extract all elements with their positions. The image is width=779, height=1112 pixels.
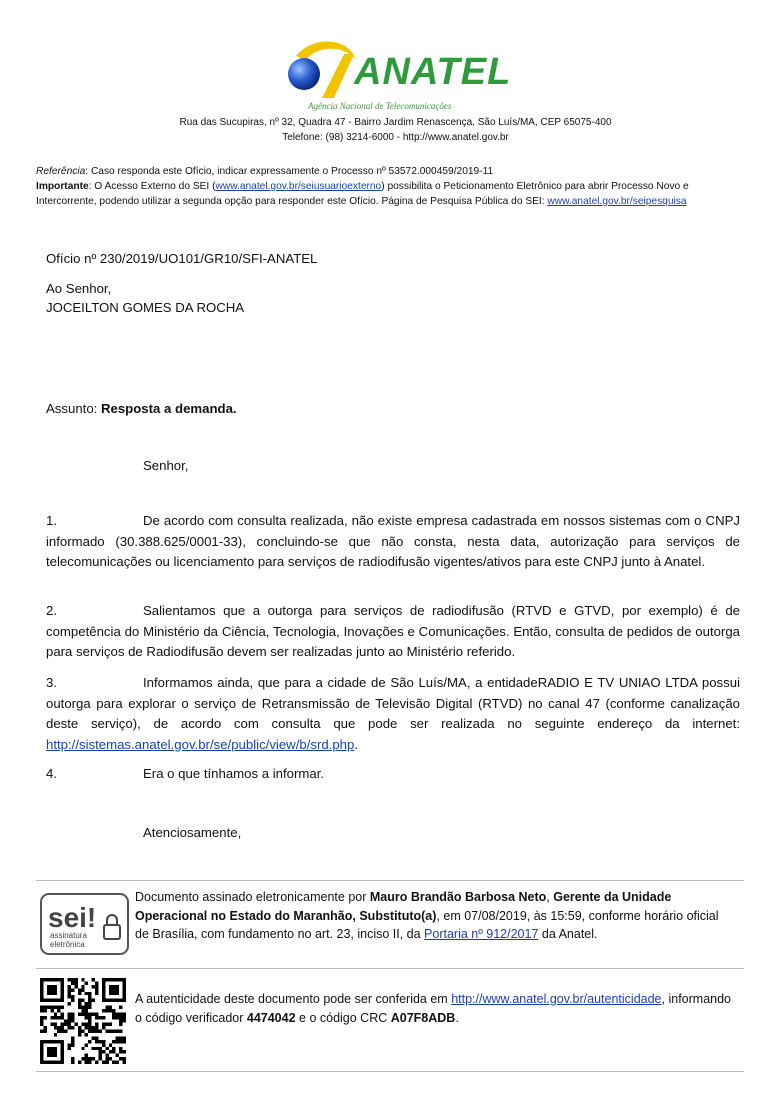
oficio-number: Ofício nº 230/2019/UO101/GR10/SFI-ANATEL — [46, 251, 318, 266]
reference-block — [36, 164, 748, 209]
important-note — [36, 179, 748, 209]
brand-wordmark: ANATEL — [354, 51, 512, 93]
signature-statement — [135, 888, 735, 944]
reference-text: : Caso responda este Ofício, indicar expressamente o Processo nº 53572.000459/2019-11 — [85, 166, 494, 177]
sei-badge-sub2: eletrônica — [50, 940, 85, 949]
paragraph-3 — [46, 673, 740, 755]
paragraph-number: 4. — [46, 766, 57, 781]
reference-line — [36, 164, 748, 179]
paragraph-text: Informamos ainda, que para a cidade de São Luís/MA, a entidadeRADIO E TV UNIAO LTDA possui outorga para explorar o serviço de Retransmissão de Televisão Digital (RTVD) no canal 47 (conforme canalização deste serviço), de acordo com consulta que pode ser realizada no seguinte endereço da internet: — [46, 675, 740, 731]
paragraph-text: Salientamos que a outorga para serviços de radiodifusão (RTVD e GTVD, por exemplo) é de competência do Ministério da Ciência, Tecnologia, Inovações e Comunicações. Então, consulta de pedidos de outorga para serviços de Radiodifusão devem ser realizadas junto ao Ministério referido. — [46, 603, 740, 659]
subject-text: Resposta a demanda. — [100, 401, 237, 416]
salutation-to: Ao Senhor, — [46, 281, 112, 296]
paragraph-4 — [46, 764, 740, 785]
paragraph-1 — [46, 511, 740, 573]
divider — [36, 968, 744, 969]
authenticity-text: e o código CRC — [295, 1010, 391, 1025]
crc-code: A07F8ADB — [390, 1010, 456, 1025]
paragraph-number: 1. — [46, 513, 57, 528]
authenticity-statement — [135, 990, 735, 1027]
anatel-logo — [282, 38, 512, 106]
greeting: Senhor, — [143, 458, 189, 473]
signer-role: Gerente da Unidade Operacional no Estado do Maranhão, Substituto(a) — [135, 890, 672, 923]
qr-code-icon — [40, 978, 126, 1064]
portaria-link[interactable]: Portaria nº 912/2017 — [424, 927, 539, 941]
recipient-name: JOCEILTON GOMES DA ROCHA — [46, 300, 245, 315]
paragraph-number: 2. — [46, 603, 57, 618]
important-text-cont: ) possibilita o Peticionamento Eletrônico para abrir Processo Novo e Intercorrente, podendo utilizar a segunda opção para responder este Ofício. Página de Pesquisa Pública do SEI: — [36, 181, 689, 207]
reference-label: Referência — [36, 166, 86, 177]
subject-line — [46, 398, 237, 419]
address-line: Rua das Sucupiras, nº 32, Quadra 47 - Bairro Jardim Renascença, São Luís/MA, CEP 65075-400 — [179, 117, 612, 128]
subject-label: Assunto: — [46, 401, 101, 416]
authenticity-link[interactable]: http://www.anatel.gov.br/autenticidade — [451, 992, 662, 1006]
phone-line: Telefone: (98) 3214-6000 - http://www.anatel.gov.br — [282, 132, 509, 143]
paragraph-text: De acordo com consulta realizada, não existe empresa cadastrada em nossos sistemas com o CNPJ informado (30.388.625/0001-33), concluindo-se que não consta, nesta data, autorização para serviços de telecomunicações ou licenciamento para serviços de radiodifusão vigentes/ativos para este CNPJ junto à Anatel. — [46, 513, 740, 569]
divider — [36, 1071, 744, 1072]
sei-badge-sub1: assinatura — [50, 931, 87, 940]
paragraph-tail: . — [354, 736, 359, 752]
srd-consultation-link[interactable]: http://sistemas.anatel.gov.br/se/public/view/b/srd.php — [46, 736, 355, 752]
sei-signature-badge — [40, 893, 129, 955]
paragraph-2 — [46, 601, 740, 663]
anatel-emblem-icon — [282, 38, 362, 106]
signature-text: , em 07/08/2019, às 15:59, conforme horário oficial de Brasília, com fundamento no art. 23, inciso II, da — [135, 908, 719, 941]
signer-name: Mauro Brandão Barbosa Neto — [369, 890, 547, 904]
signature-text: Documento assinado eletronicamente por — [135, 890, 370, 904]
sei-external-access-link[interactable]: www.anatel.gov.br/seiusuarioexterno — [215, 181, 382, 192]
agency-name: Agência Nacional de Telecomunicações — [308, 101, 452, 111]
closing: Atenciosamente, — [143, 825, 242, 840]
authenticity-text: , informando o código verificador — [135, 992, 731, 1025]
verification-code: 4474042 — [246, 1010, 296, 1025]
sei-search-link[interactable]: www.anatel.gov.br/seipesquisa — [547, 196, 687, 207]
sei-signature-icon — [40, 893, 129, 955]
authenticity-text: A autenticidade deste documento pode ser conferida em — [135, 992, 452, 1006]
signature-text: da Anatel. — [538, 927, 598, 941]
paragraph-text: Era o que tínhamos a informar. — [143, 766, 325, 781]
sei-badge-text: sei! — [48, 902, 97, 933]
important-label: Importante — [36, 181, 89, 192]
important-text: : O Acesso Externo do SEI ( — [88, 181, 216, 192]
authenticity-text: . — [455, 1010, 459, 1025]
divider — [36, 880, 744, 881]
paragraph-number: 3. — [46, 675, 57, 690]
signature-text: , — [546, 890, 554, 904]
